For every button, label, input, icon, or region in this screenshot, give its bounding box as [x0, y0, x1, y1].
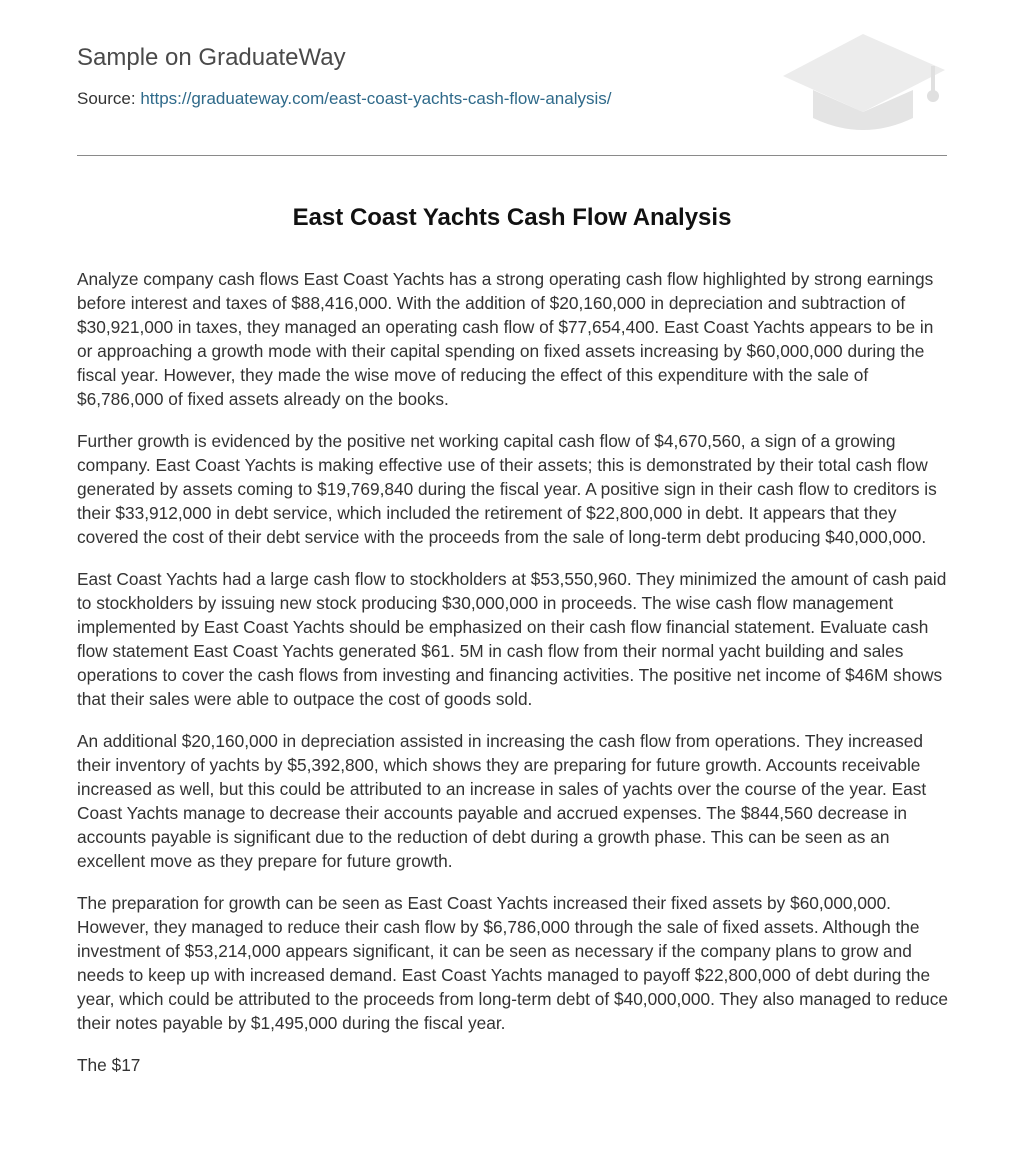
paragraph: Analyze company cash flows East Coast Yachts has a strong operating cash flow highlighted by strong earnings before interest and taxes of $88,416,000. With the addition of $20,160,000 in depreciation and subtraction of $30,921,000 in taxes, they managed an operating cash flow of $77,654,400. East Coast Yachts appears to be in or approaching a growth mode with their capital spending on fixed assets increasing by $60,000,000 during the fiscal year. However, they made the wise move of reducing the effect of this expenditure with the sale of $6,786,000 of fixed assets already on the books. [77, 269, 934, 409]
document-title: East Coast Yachts Cash Flow Analysis [292, 204, 732, 231]
site-name: Sample on GraduateWay [77, 44, 346, 71]
page-header [77, 0, 947, 156]
source-link[interactable]: https://graduateway.com/east-coast-yachts-cash-flow-analysis/ [140, 89, 612, 108]
source-line [77, 89, 611, 109]
paragraph: The $17 [77, 1055, 141, 1075]
paragraph: Further growth is evidenced by the positive net working capital cash flow of $4,670,560, a sign of a growing company. East Coast Yachts is making effective use of their assets; this is demonstrated by their total cash flow generated by assets coming to $19,769,840 during the fiscal year. A positive sign in their cash flow to creditors is their $33,912,000 in debt service, which included the retirement of $22,800,000 in debt. It appears that they covered the cost of their debt service with the proceeds from the sale of long-term debt producing $40,000,000. [77, 431, 937, 547]
source-label: Source: [77, 89, 141, 108]
article-body [77, 267, 949, 1095]
paragraph: An additional $20,160,000 in depreciation assisted in increasing the cash flow from operations. They increased their inventory of yachts by $5,392,800, which shows they are preparing for future growth. Accounts receivable increased as well, but this could be attributed to an increase in sales of yachts over the course of the year. East Coast Yachts manage to decrease their accounts payable and accrued expenses. The $844,560 decrease in accounts payable is significant due to the reduction of debt during a growth phase. This can be seen as an excellent move as they prepare for future growth. [77, 731, 927, 871]
paragraph: East Coast Yachts had a large cash flow to stockholders at $53,550,960. They minimized the amount of cash paid to stockholders by issuing new stock producing $30,000,000 in proceeds. The wise cash flow management implemented by East Coast Yachts should be emphasized on their cash flow financial statement. Evaluate cash flow statement East Coast Yachts generated $61. 5M in cash flow from their normal yacht building and sales operations to cover the cash flows from investing and financing activities. The positive net income of $46M shows that their sales were able to outpace the cost of goods sold. [77, 569, 947, 709]
paragraph: The preparation for growth can be seen as East Coast Yachts increased their fixed assets by $60,000,000. However, they managed to reduce their cash flow by $6,786,000 through the sale of fixed assets. Although the investment of $53,214,000 appears significant, it can be seen as necessary if the company plans to grow and needs to keep up with increased demand. East Coast Yachts managed to payoff $22,800,000 of debt during the year, which could be attributed to the proceeds from long-term debt of $40,000,000. They also managed to reduce their notes payable by $1,495,000 during the fiscal year. [77, 893, 949, 1033]
header-divider [77, 155, 947, 156]
graduation-cap-icon [781, 30, 947, 134]
